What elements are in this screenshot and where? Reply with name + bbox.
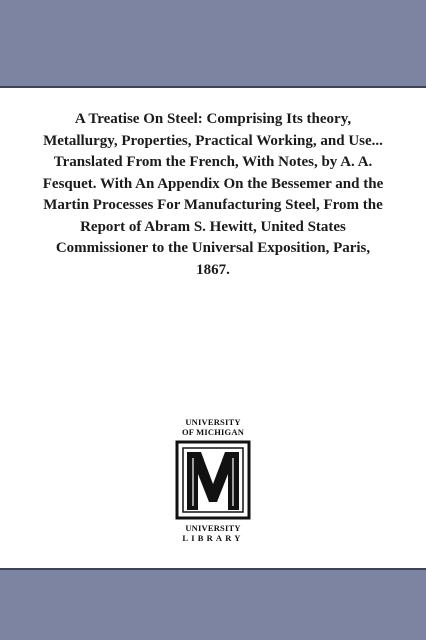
university-of-michigan-logo (172, 417, 254, 565)
logo-bottom-line-1: UNIVERSITY (185, 523, 241, 533)
logo-top-line-1: UNIVERSITY (185, 417, 241, 427)
block-m-icon (175, 440, 251, 520)
book-title: A Treatise On Steel: Comprising Its theory, Metallurgy, Properties, Practical Working, and Use... Translated From the French, With Notes, by A. A. Fesquet. With An Appendix On the Bessemer and the Martin Processes For Manufacturing Steel, From the Report of Abram S. Hewitt, United States Commissioner to the Universal Exposition, Paris, 1867. (42, 111, 384, 278)
top-color-band (0, 0, 426, 88)
bottom-color-band (0, 568, 426, 640)
logo-top-line-2: OF MICHIGAN (181, 427, 245, 437)
logo-bottom-line-2: LIBRARY (182, 533, 244, 543)
